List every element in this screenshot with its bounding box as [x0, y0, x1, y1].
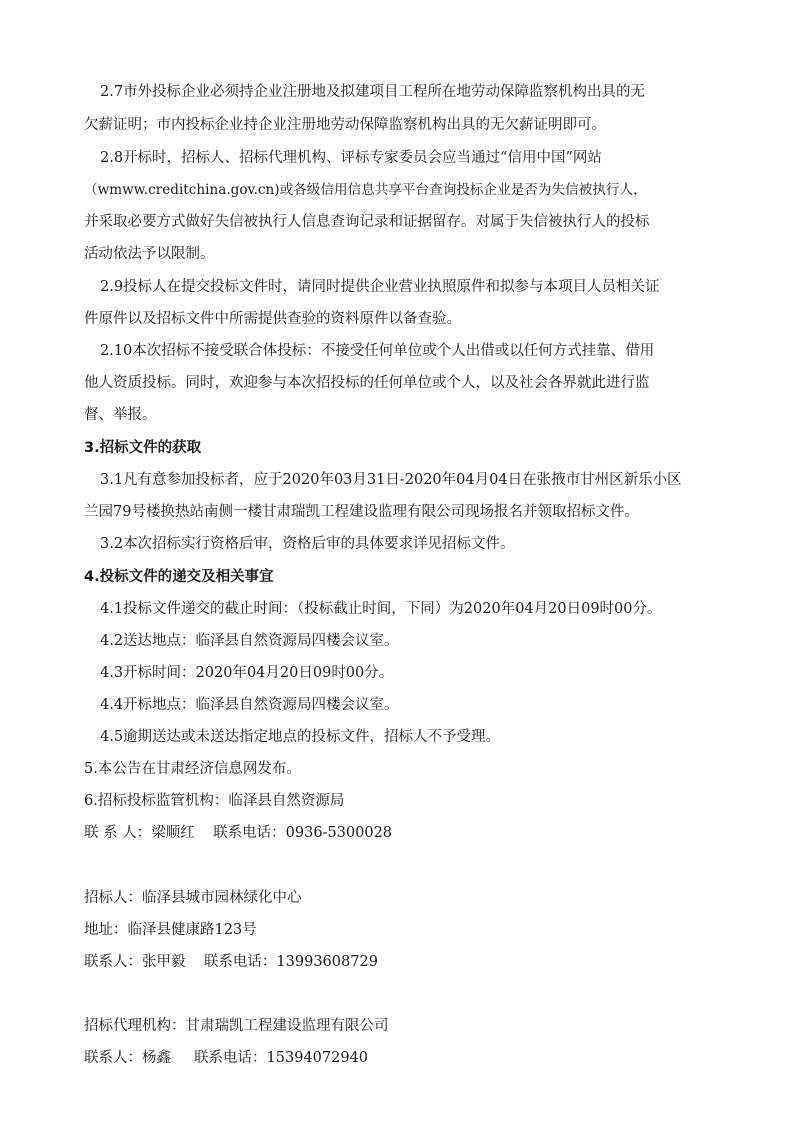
clause-2-10-line-3: 督、举报。 — [84, 407, 157, 423]
clause-4-3: 4.3开标时间：2020年04月20日09时00分。 — [100, 665, 394, 681]
clause-2-10-line-1: 2.10本次招标不接受联合体投标：不接受任何单位或个人出借或以任何方式挂靠、借用 — [100, 343, 655, 359]
clause-2-7-line-1: 2.7市外投标企业必须持企业注册地及拟建项目工程所在地劳动保障监察机构出具的无 — [100, 84, 646, 100]
clause-2-9-line-2: 件原件以及招标文件中所需提供查验的资料原件以备查验。 — [84, 311, 461, 327]
tenderer-address: 地址：临泽县健康路123号 — [84, 922, 257, 938]
clause-3-1-line-1: 3.1凡有意参加投标者，应于2020年03月31日-2020年04月04日在张掖市甘州区新乐小区 — [100, 472, 682, 488]
section-3-heading: 3.招标文件的获取 — [84, 440, 202, 456]
clause-4-5: 4.5逾期送达或未送达指定地点的投标文件，招标人不予受理。 — [100, 729, 501, 745]
clause-2-7-line-2: 欠薪证明；市内投标企业持企业注册地劳动保障监察机构出具的无欠薪证明即可。 — [84, 117, 606, 133]
clause-2-8-line-4: 活动依法予以限制。 — [84, 246, 215, 262]
clause-2-10-line-2: 他人资质投标。同时，欢迎参与本次招投标的任何单位或个人，以及社会各界就此进行监 — [84, 375, 650, 391]
agency-contact: 联系人：杨鑫 联系电话：15394072940 — [84, 1050, 369, 1066]
clause-2-8-line-2: （wmww.creditchina.gov.cn)或各级信用信息共享平台查询投标企业是否为失信被执行人， — [84, 182, 647, 198]
clause-4-1: 4.1投标文件递交的截止时间：（投标截止时间，下同）为2020年04月20日09时00分。 — [100, 601, 662, 617]
agency-name: 招标代理机构：甘肃瑞凯工程建设监理有限公司 — [84, 1018, 389, 1034]
section-4-heading: 4.投标文件的递交及相关事宜 — [84, 569, 274, 585]
clause-2-8-line-1: 2.8开标时，招标人、招标代理机构、评标专家委员会应当通过“信用中国”网站 — [100, 150, 602, 166]
clause-3-1-line-2: 兰园79号楼换热站南侧一楼甘肃瑞凯工程建设监理有限公司现场报名并领取招标文件。 — [84, 504, 639, 520]
tenderer-contact: 联系人：张甲毅 联系电话：13993608729 — [84, 954, 378, 970]
clause-4-4: 4.4开标地点：临泽县自然资源局四楼会议室。 — [100, 697, 399, 713]
section-6-heading: 6.招标投标监管机构：临泽县自然资源局 — [84, 793, 345, 809]
clause-4-2: 4.2送达地点：临泽县自然资源局四楼会议室。 — [100, 633, 399, 649]
supervisor-contact: 联 系 人：梁顺红 联系电话：0936-5300028 — [84, 825, 393, 841]
tenderer-name: 招标人：临泽县城市园林绿化中心 — [84, 890, 302, 906]
section-5-text: 5.本公告在甘肃经济信息网发布。 — [84, 761, 301, 777]
clause-2-9-line-1: 2.9投标人在提交投标文件时，请同时提供企业营业执照原件和拟参与本项目人员相关证 — [100, 279, 660, 295]
clause-2-8-line-3: 并采取必要方式做好失信被执行人信息查询记录和证据留存。对属于失信被执行人的投标 — [84, 214, 650, 230]
clause-3-2: 3.2本次招标实行资格后审，资格后审的具体要求详见招标文件。 — [100, 536, 515, 552]
